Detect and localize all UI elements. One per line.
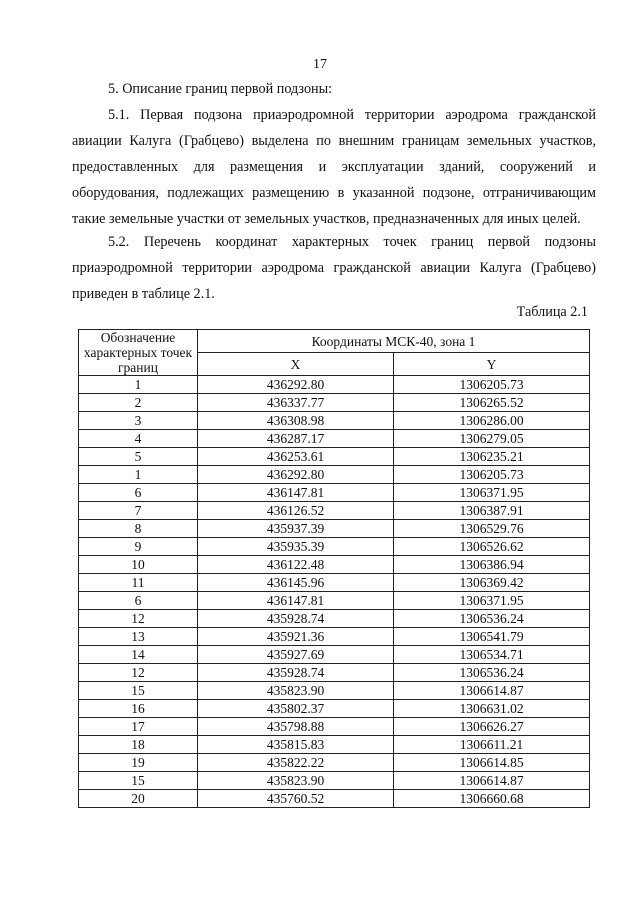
cell-y: 1306534.71 — [394, 646, 590, 664]
cell-y: 1306529.76 — [394, 520, 590, 538]
cell-point: 17 — [79, 718, 198, 736]
table-row — [79, 592, 590, 610]
cell-x: 436308.98 — [198, 412, 394, 430]
cell-x: 435823.90 — [198, 682, 394, 700]
table-row — [79, 646, 590, 664]
cell-x: 436126.52 — [198, 502, 394, 520]
section-heading — [72, 76, 596, 102]
cell-y: 1306205.73 — [394, 466, 590, 484]
paragraph-5-1 — [72, 102, 596, 232]
cell-y: 1306541.79 — [394, 628, 590, 646]
cell-y: 1306660.68 — [394, 790, 590, 808]
table-row — [79, 430, 590, 448]
cell-x: 435921.36 — [198, 628, 394, 646]
cell-x: 435928.74 — [198, 664, 394, 682]
cell-x: 436287.17 — [198, 430, 394, 448]
cell-point: 1 — [79, 466, 198, 484]
cell-x: 436292.80 — [198, 376, 394, 394]
cell-y: 1306536.24 — [394, 610, 590, 628]
cell-x: 436147.81 — [198, 592, 394, 610]
cell-point: 6 — [79, 592, 198, 610]
cell-y: 1306536.24 — [394, 664, 590, 682]
cell-y: 1306265.52 — [394, 394, 590, 412]
cell-x: 436292.80 — [198, 466, 394, 484]
coordinates-table-body — [79, 376, 590, 808]
cell-y: 1306279.05 — [394, 430, 590, 448]
cell-point: 7 — [79, 502, 198, 520]
table-row — [79, 376, 590, 394]
table-row — [79, 412, 590, 430]
cell-y: 1306205.73 — [394, 376, 590, 394]
cell-y: 1306386.94 — [394, 556, 590, 574]
table-row — [79, 736, 590, 754]
table-row — [79, 772, 590, 790]
header-designation: Обозначение характерных точек границ — [79, 330, 198, 376]
table-row — [79, 718, 590, 736]
cell-x: 436337.77 — [198, 394, 394, 412]
cell-point: 14 — [79, 646, 198, 664]
cell-x: 435937.39 — [198, 520, 394, 538]
cell-y: 1306371.95 — [394, 484, 590, 502]
paragraph-5-1-text: 5.1. Первая подзона приаэродромной территории аэродрома гражданской авиации Калуга (Грабцево) выделена по внешним границам земельных участков, предоставленных для размещения и эксплуатации зданий, сооружений и оборудования, подлежащих размещению в указанной подзоне, отграничивающим такие земельные участки от земельных участков, предназначенных для иных целей. — [72, 107, 596, 227]
cell-point: 12 — [79, 610, 198, 628]
table-row — [79, 394, 590, 412]
cell-x: 436145.96 — [198, 574, 394, 592]
cell-point: 3 — [79, 412, 198, 430]
cell-point: 8 — [79, 520, 198, 538]
cell-y: 1306387.91 — [394, 502, 590, 520]
cell-y: 1306626.27 — [394, 718, 590, 736]
table-row — [79, 790, 590, 808]
table-row — [79, 700, 590, 718]
paragraph-5-2-text: 5.2. Перечень координат характерных точек границ первой подзоны приаэродромной территории аэродрома гражданской авиации Калуга (Грабцево) приведен в таблице 2.1. — [72, 234, 596, 302]
cell-point: 6 — [79, 484, 198, 502]
cell-y: 1306286.00 — [394, 412, 590, 430]
cell-y: 1306526.62 — [394, 538, 590, 556]
cell-point: 18 — [79, 736, 198, 754]
table-row — [79, 502, 590, 520]
cell-x: 435822.22 — [198, 754, 394, 772]
cell-x: 436253.61 — [198, 448, 394, 466]
cell-point: 11 — [79, 574, 198, 592]
table-row — [79, 754, 590, 772]
cell-point: 13 — [79, 628, 198, 646]
cell-y: 1306631.02 — [394, 700, 590, 718]
table-row — [79, 484, 590, 502]
cell-point: 5 — [79, 448, 198, 466]
cell-point: 2 — [79, 394, 198, 412]
cell-x: 435815.83 — [198, 736, 394, 754]
coordinates-table — [78, 329, 590, 808]
page-number: 17 — [313, 57, 327, 72]
paragraph-5-2 — [72, 229, 596, 307]
table-row — [79, 574, 590, 592]
cell-x: 436122.48 — [198, 556, 394, 574]
table-row — [79, 682, 590, 700]
cell-point: 20 — [79, 790, 198, 808]
cell-y: 1306371.95 — [394, 592, 590, 610]
cell-x: 435935.39 — [198, 538, 394, 556]
cell-point: 9 — [79, 538, 198, 556]
cell-y: 1306614.87 — [394, 772, 590, 790]
cell-point: 16 — [79, 700, 198, 718]
cell-y: 1306614.85 — [394, 754, 590, 772]
cell-x: 435802.37 — [198, 700, 394, 718]
cell-point: 1 — [79, 376, 198, 394]
table-row — [79, 448, 590, 466]
cell-x: 435823.90 — [198, 772, 394, 790]
cell-x: 435928.74 — [198, 610, 394, 628]
cell-y: 1306369.42 — [394, 574, 590, 592]
table-row — [79, 628, 590, 646]
header-y: Y — [394, 353, 590, 376]
cell-x: 435798.88 — [198, 718, 394, 736]
cell-x: 436147.81 — [198, 484, 394, 502]
table-row — [79, 520, 590, 538]
cell-y: 1306614.87 — [394, 682, 590, 700]
cell-point: 10 — [79, 556, 198, 574]
cell-point: 12 — [79, 664, 198, 682]
table-caption: Таблица 2.1 — [516, 304, 588, 320]
table-row — [79, 610, 590, 628]
header-x: X — [198, 353, 394, 376]
cell-x: 435760.52 — [198, 790, 394, 808]
cell-y: 1306235.21 — [394, 448, 590, 466]
cell-y: 1306611.21 — [394, 736, 590, 754]
cell-point: 15 — [79, 772, 198, 790]
cell-point: 15 — [79, 682, 198, 700]
header-coordinates: Координаты МСК-40, зона 1 — [198, 330, 590, 353]
section-heading-text: 5. Описание границ первой подзоны: — [108, 81, 333, 97]
table-row — [79, 664, 590, 682]
table-row — [79, 556, 590, 574]
table-row — [79, 538, 590, 556]
cell-x: 435927.69 — [198, 646, 394, 664]
table-row — [79, 466, 590, 484]
cell-point: 4 — [79, 430, 198, 448]
cell-point: 19 — [79, 754, 198, 772]
